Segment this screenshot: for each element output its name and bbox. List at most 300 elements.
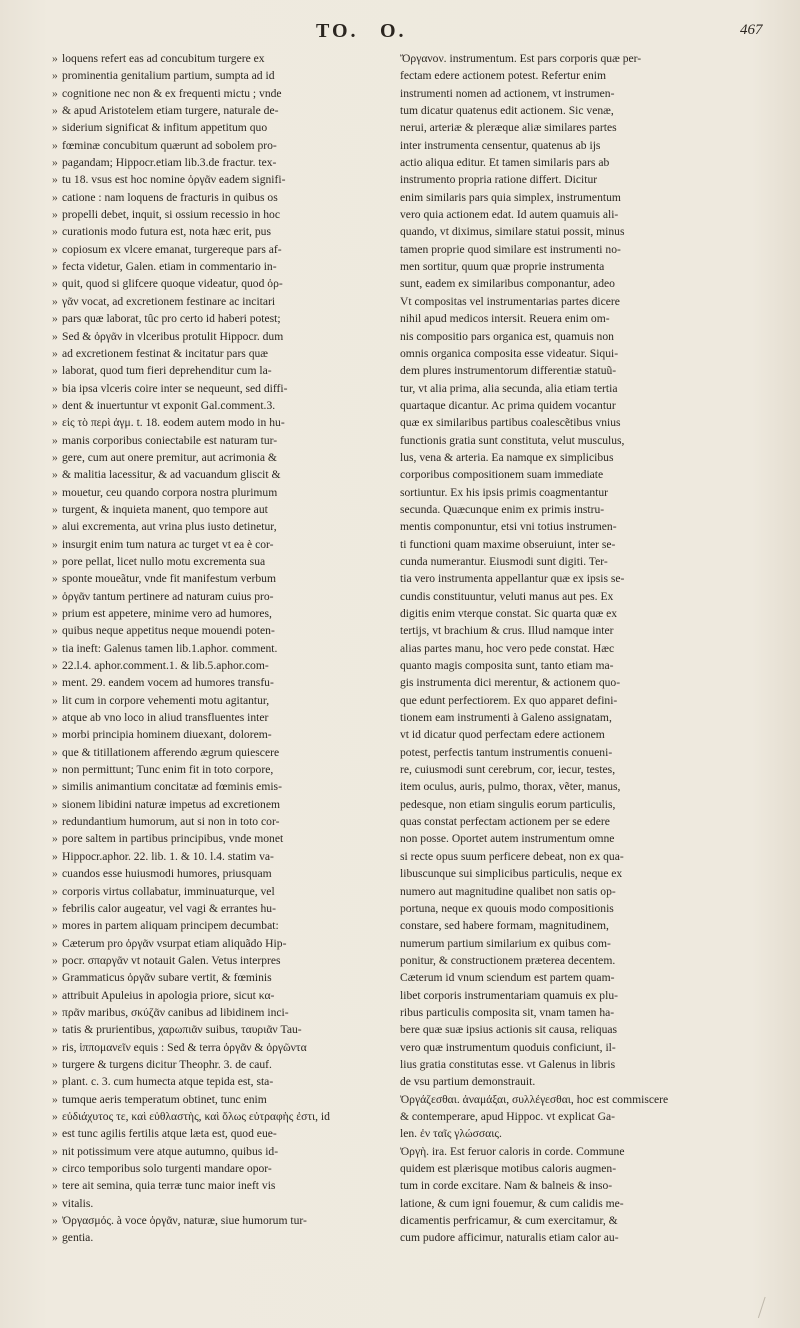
left-column-line xyxy=(52,414,390,431)
line-text: vt id dicatur quod perfectam edere actionem xyxy=(400,728,605,742)
quote-mark-icon: » xyxy=(52,208,58,222)
right-column-line xyxy=(400,223,770,240)
line-text: quando, vt diximus, similare statui possit, minus xyxy=(400,225,625,239)
quote-mark-icon: » xyxy=(52,294,58,308)
left-column-line xyxy=(52,987,390,1004)
line-text: tatis & prurientibus, χαρωπιᾶν suibus, ταυριᾶν Tau- xyxy=(62,1023,302,1037)
line-text: latione, & cum igni fouemur, & cum calidis me- xyxy=(400,1196,624,1210)
quote-mark-icon: » xyxy=(52,1040,58,1054)
line-text: πρᾶν maribus, σκύζᾶν canibus ad libidinem inci- xyxy=(62,1005,289,1019)
line-text: tum dicatur quatenus edit actionem. Sic venæ, xyxy=(400,104,614,118)
left-column-line xyxy=(52,588,390,605)
right-column-line xyxy=(400,171,770,188)
quote-mark-icon: » xyxy=(52,1179,58,1193)
right-column-line xyxy=(400,310,770,327)
line-text: plant. c. 3. cum humecta atque tepida est, sta- xyxy=(62,1075,274,1089)
right-column-line xyxy=(400,449,770,466)
right-column-line xyxy=(400,258,770,275)
line-text: nis compositio pars organica est, quamuis non xyxy=(400,329,614,343)
line-text: si recte opus suum perficere debeat, non ex qua- xyxy=(400,849,624,863)
quote-mark-icon: » xyxy=(52,520,58,534)
right-column-line xyxy=(400,935,770,952)
running-head-left: TO. xyxy=(316,20,359,42)
line-text: functionis gratia sunt constituta, velut musculus, xyxy=(400,433,625,447)
left-column-line xyxy=(52,813,390,830)
left-column-line xyxy=(52,1143,390,1160)
line-text: ti functioni quam maxime obseruiunt, inter se- xyxy=(400,537,616,551)
left-column-line xyxy=(52,102,390,119)
left-column-line xyxy=(52,501,390,518)
line-text: vitalis. xyxy=(62,1196,94,1210)
left-column-line xyxy=(52,258,390,275)
quote-mark-icon: » xyxy=(52,1075,58,1089)
left-column-line xyxy=(52,622,390,639)
line-text: Cæterum id vnum sciendum est partem quam- xyxy=(400,971,615,985)
line-text: propelli debet, inquit, si ossium recessio in hoc xyxy=(62,208,280,222)
right-column-line xyxy=(400,605,770,622)
left-column-line xyxy=(52,1125,390,1142)
line-text: libet corporis instrumentariam quamuis ex plu- xyxy=(400,988,618,1002)
right-column-line xyxy=(400,397,770,414)
right-column-line xyxy=(400,1160,770,1177)
right-column-line xyxy=(400,917,770,934)
quote-mark-icon: » xyxy=(52,676,58,690)
right-column-line xyxy=(400,432,770,449)
quote-mark-icon: » xyxy=(52,745,58,759)
line-text: libuscunque sui simplicibus particulis, neque ex xyxy=(400,867,623,881)
right-column-line xyxy=(400,501,770,518)
line-text: gis instrumenta dici merentur, & actionem quo- xyxy=(400,676,621,690)
quote-mark-icon: » xyxy=(52,901,58,915)
line-text: tere ait semina, quia terræ tunc maior ineft vis xyxy=(62,1179,276,1193)
right-column-line xyxy=(400,206,770,223)
quote-mark-icon: » xyxy=(52,52,58,65)
line-text: alias partes manu, hoc vero pede constat. Hæc xyxy=(400,641,615,655)
line-text: εἰς τὸ περὶ ἀγμ. t. 18. eodem autem modo in hu- xyxy=(62,416,285,430)
left-column-line xyxy=(52,137,390,154)
line-text: enim similaris pars quia simplex, instrumentum xyxy=(400,190,621,204)
line-text: quibus neque appetitus neque mouendi poten- xyxy=(62,624,275,638)
quote-mark-icon: » xyxy=(52,953,58,967)
left-column-line xyxy=(52,848,390,865)
line-text: turgent, & inquieta manent, quo tempore aut xyxy=(62,502,268,516)
line-text: pedesque, non etiam singulis eorum particulis, xyxy=(400,797,616,811)
left-column-line xyxy=(52,1195,390,1212)
line-text: numero aut magnitudine qualibet non satis op- xyxy=(400,884,616,898)
line-text: pocr. σπαργᾶν vt notauit Galen. Vetus interpres xyxy=(62,953,281,967)
quote-mark-icon: » xyxy=(52,763,58,777)
quote-mark-icon: » xyxy=(52,1127,58,1141)
line-text: insurgit enim tum natura ac turget vt ea è cor- xyxy=(62,537,274,551)
left-column-line xyxy=(52,1229,390,1246)
line-text: similis animantium concitatæ ad fœminis emis- xyxy=(62,780,282,794)
line-text: bere quæ suæ ipsius actionis sit causa, reliquas xyxy=(400,1023,618,1037)
left-column-line xyxy=(52,935,390,952)
quote-mark-icon: » xyxy=(52,346,58,360)
line-text: corporibus compositionem suam immediate xyxy=(400,468,604,482)
line-text: quæ ex similaribus partibus coalescẽtibus vnius xyxy=(400,416,621,430)
left-column-line xyxy=(52,605,390,622)
line-text: actio aliqua editur. Et tamen similaris pars ab xyxy=(400,156,610,170)
line-text: ment. 29. eandem vocem ad humores transfu- xyxy=(62,676,274,690)
line-text: instrumenti nomen ad actionem, vt instrumen- xyxy=(400,86,615,100)
line-text: gentia. xyxy=(62,1231,94,1245)
left-column-line xyxy=(52,1073,390,1090)
line-text: tum in corde excitare. Nam & balneis & inso- xyxy=(400,1179,613,1193)
right-column-line xyxy=(400,1021,770,1038)
line-text: pagandam; Hippocr.etiam lib.3.de fractur. tex- xyxy=(62,156,277,170)
line-text: γᾶν vocat, ad excretionem festinare ac incitari xyxy=(62,294,276,308)
left-column-line xyxy=(52,397,390,414)
right-column-line xyxy=(400,987,770,1004)
line-text: re, cuiusmodi sunt cerebrum, cor, iecur, testes, xyxy=(400,763,616,777)
right-column-line xyxy=(400,952,770,969)
line-text: fectam edere actionem potest. Refertur enim xyxy=(400,69,607,83)
right-column-line xyxy=(400,380,770,397)
right-column-line xyxy=(400,536,770,553)
line-text: mouetur, ceu quando corpora nostra plurimum xyxy=(62,485,278,499)
line-text: corporis virtus collabatur, imminuaturque, vel xyxy=(62,884,275,898)
quote-mark-icon: » xyxy=(52,433,58,447)
quote-mark-icon: » xyxy=(52,277,58,291)
right-column-line xyxy=(400,293,770,310)
left-column-line xyxy=(52,709,390,726)
left-column-line xyxy=(52,1108,390,1125)
line-text: ad excretionem festinat & incitatur pars quæ xyxy=(62,346,269,360)
left-column-line xyxy=(52,917,390,934)
quote-mark-icon: » xyxy=(52,1109,58,1123)
line-text: sunt, eadem ex similaribus componantur, adeo xyxy=(400,277,615,291)
quote-mark-icon: » xyxy=(52,780,58,794)
line-text: item oculus, auris, pulmo, thorax, vẽter, manus, xyxy=(400,780,621,794)
line-text: cundis constituuntur, veluti manus aut pes. Ex xyxy=(400,589,614,603)
line-text: Ὄργανον. instrumentum. Est pars corporis quæ per- xyxy=(400,52,642,65)
right-column-line xyxy=(400,709,770,726)
line-text: dem plures instrumentorum differentiæ statuũ- xyxy=(400,364,617,378)
right-column-line xyxy=(400,1004,770,1021)
quote-mark-icon: » xyxy=(52,1023,58,1037)
line-text: tur, vt alia prima, alia secunda, alia etiam tertia xyxy=(400,381,618,395)
left-column-line xyxy=(52,1039,390,1056)
right-column-line xyxy=(400,726,770,743)
line-text: fœminæ concubitum quærunt ad sobolem pro- xyxy=(62,138,277,152)
line-text: Ὀργὴ. ira. Est feruor caloris in corde. Commune xyxy=(400,1144,625,1158)
line-text: est tunc agilis fertilis atque læta est, quod eue- xyxy=(62,1127,277,1141)
line-text: turgere & turgens dicitur Theophr. 3. de cauf. xyxy=(62,1057,272,1071)
line-text: nerui, arteriæ & pleræque aliæ similares partes xyxy=(400,121,617,135)
right-column xyxy=(400,50,770,1247)
left-column-line xyxy=(52,553,390,570)
line-text: vero quia actionem edat. Id autem quamuis ali- xyxy=(400,208,619,222)
line-text: cognitione nec non & ex frequenti mictu ; vnde xyxy=(62,86,282,100)
right-column-line xyxy=(400,865,770,882)
line-text: omnis organica composita esse videatur. Siqui- xyxy=(400,346,619,360)
left-column-line xyxy=(52,952,390,969)
line-text: ris, ἱππομανεῖν equis : Sed & terra ὀργᾶν & ὀργῶντα xyxy=(62,1040,307,1054)
right-column-line xyxy=(400,813,770,830)
line-text: que edunt perfectiorem. Ex quo apparet defini- xyxy=(400,693,618,707)
left-column-line xyxy=(52,796,390,813)
line-text: digitis enim vterque constat. Sic quarta quæ ex xyxy=(400,607,618,620)
quote-mark-icon: » xyxy=(52,312,58,326)
line-text: 22.l.4. aphor.comment.1. & lib.5.aphor.com- xyxy=(62,659,269,673)
left-column-line xyxy=(52,1021,390,1038)
line-text: constare, sed habere formam, magnitudinem, xyxy=(400,919,609,933)
quote-mark-icon: » xyxy=(52,572,58,586)
left-column-line xyxy=(52,570,390,587)
right-column-line xyxy=(400,275,770,292)
quote-mark-icon: » xyxy=(52,832,58,846)
quote-mark-icon: » xyxy=(52,867,58,881)
quote-mark-icon: » xyxy=(52,138,58,152)
right-column-line xyxy=(400,328,770,345)
quote-mark-icon: » xyxy=(52,607,58,620)
quote-mark-icon: » xyxy=(52,104,58,118)
quote-mark-icon: » xyxy=(52,485,58,499)
line-text: tionem eam instrumenti à Galeno assignatam, xyxy=(400,711,612,725)
right-column-line xyxy=(400,570,770,587)
quote-mark-icon: » xyxy=(52,815,58,829)
left-column-line xyxy=(52,692,390,709)
right-column-line xyxy=(400,67,770,84)
right-column-line xyxy=(400,1212,770,1229)
left-column-line xyxy=(52,1091,390,1108)
line-text: portuna, neque ex quouis modo compositionis xyxy=(400,901,614,915)
left-column-line xyxy=(52,275,390,292)
line-text: manis corporibus coniectabile est naturam tur- xyxy=(62,433,278,447)
line-text: pars quæ laborat, tûc pro certo id haberi potest; xyxy=(62,312,281,326)
right-column-line xyxy=(400,640,770,657)
line-text: instrumento propria ratione differt. Dicitur xyxy=(400,173,598,187)
left-column-line xyxy=(52,328,390,345)
quote-mark-icon: » xyxy=(52,468,58,482)
line-text: tamen proprie quod similare est instrumenti no- xyxy=(400,242,621,256)
quote-mark-icon: » xyxy=(52,624,58,638)
left-column-line xyxy=(52,640,390,657)
quote-mark-icon: » xyxy=(52,936,58,950)
line-text: inter instrumenta censentur, quatenus ab ijs xyxy=(400,138,601,152)
line-text: cum pudore afficimur, naturalis etiam calor au- xyxy=(400,1231,619,1245)
right-column-line xyxy=(400,1073,770,1090)
right-column-line xyxy=(400,50,770,67)
quote-mark-icon: » xyxy=(52,173,58,187)
line-text: vero quæ instrumentum quoduis conficiunt, il- xyxy=(400,1040,616,1054)
right-column-line xyxy=(400,622,770,639)
left-column-line xyxy=(52,484,390,501)
quote-mark-icon: » xyxy=(52,1144,58,1158)
quote-mark-icon: » xyxy=(52,589,58,603)
line-text: sionem libidini naturæ impetus ad excretionem xyxy=(62,797,280,811)
left-column-line xyxy=(52,657,390,674)
line-text: Sed & ὀργᾶν in vlceribus protulit Hippocr. dum xyxy=(62,329,284,343)
line-text: cunda numerantur. Eiusmodi sunt digiti. Ter- xyxy=(400,554,608,568)
line-text: ponitur, & constructionem præterea decentem. xyxy=(400,953,616,967)
line-text: ribus particulis composita sit, vnam tamen ha- xyxy=(400,1005,615,1019)
right-column-line xyxy=(400,553,770,570)
left-column-line xyxy=(52,830,390,847)
quote-mark-icon: » xyxy=(52,1005,58,1019)
line-text: len. ἐν ταῖς γλώσσαις. xyxy=(400,1127,502,1141)
left-column-line xyxy=(52,223,390,240)
line-text: attribuit Apuleius in apologia priore, sicut κα- xyxy=(62,988,275,1002)
line-text: quartaque dicantur. Ac prima quidem vocantur xyxy=(400,398,616,412)
line-text: lit cum in corpore vehementi motu agitantur, xyxy=(62,693,270,707)
line-text: men sortitur, quum quæ proprie instrumenta xyxy=(400,260,605,274)
quote-mark-icon: » xyxy=(52,693,58,707)
quote-mark-icon: » xyxy=(52,797,58,811)
right-column-line xyxy=(400,137,770,154)
left-column-line xyxy=(52,726,390,743)
right-column-line xyxy=(400,119,770,136)
line-text: lius gratia constitutas esse. vt Galenus in libris xyxy=(400,1057,616,1071)
line-text: & contemperare, apud Hippoc. vt explicat Ga- xyxy=(400,1109,616,1123)
line-text: alui excrementa, aut vrina plus iusto detinetur, xyxy=(62,520,277,534)
quote-mark-icon: » xyxy=(52,416,58,430)
line-text: Grammaticus ὀργᾶν subare vertit, & fœminis xyxy=(62,971,272,985)
line-text: mores in partem aliquam principem decumbat: xyxy=(62,919,279,933)
left-column-line xyxy=(52,310,390,327)
right-column-line xyxy=(400,241,770,258)
quote-mark-icon: » xyxy=(52,1231,58,1245)
line-text: catione : nam loquens de fracturis in quibus os xyxy=(62,190,278,204)
quote-mark-icon: » xyxy=(52,971,58,985)
line-text: Ὀργάζεσθαι. ἀναμάξαι, συλλέγεσθαι, hoc est commiscere xyxy=(400,1092,669,1106)
right-column-line xyxy=(400,1229,770,1246)
right-column-line xyxy=(400,518,770,535)
line-text: prominentia genitalium partium, sumpta ad id xyxy=(62,69,275,83)
line-text: morbi principia hominem diuexant, dolorem- xyxy=(62,728,272,742)
left-column-line xyxy=(52,432,390,449)
quote-mark-icon: » xyxy=(52,1162,58,1175)
left-column-line xyxy=(52,189,390,206)
line-text: tertijs, vt brachium & crus. Illud namque inter xyxy=(400,624,614,638)
right-column-line xyxy=(400,900,770,917)
left-column-line xyxy=(52,119,390,136)
left-column-line xyxy=(52,883,390,900)
line-text: pore saltem in partibus principibus, vnde monet xyxy=(62,832,284,846)
left-column-line xyxy=(52,761,390,778)
line-text: ὀργᾶν tantum pertinere ad naturam cuius pro- xyxy=(62,589,274,603)
line-text: secunda. Quæcunque enim ex primis instru- xyxy=(400,502,605,516)
left-column-line xyxy=(52,900,390,917)
line-text: & apud Aristotelem etiam turgere, naturale de- xyxy=(62,104,279,118)
right-column-line xyxy=(400,1195,770,1212)
line-text: lus, vena & arteria. Ea namque ex simplicibus xyxy=(400,450,614,464)
line-text: febrilis calor augeatur, vel vagi & errantes hu- xyxy=(62,901,276,915)
line-text: de vsu partium demonstrauit. xyxy=(400,1075,536,1089)
right-column-line xyxy=(400,692,770,709)
left-column xyxy=(52,50,390,1247)
quote-mark-icon: » xyxy=(52,711,58,725)
right-column-line xyxy=(400,674,770,691)
running-head-right: O. xyxy=(380,20,407,42)
right-column-line xyxy=(400,154,770,171)
right-column-line xyxy=(400,362,770,379)
line-text: sortiuntur. Ex his ipsis primis coagmentantur xyxy=(400,485,609,499)
right-column-line xyxy=(400,1091,770,1108)
left-column-line xyxy=(52,345,390,362)
line-text: fecta videtur, Galen. etiam in commentario in- xyxy=(62,260,277,274)
quote-mark-icon: » xyxy=(52,502,58,516)
right-column-line xyxy=(400,830,770,847)
line-text: pore pellat, licet nullo motu excrementa sua xyxy=(62,554,266,568)
right-column-line xyxy=(400,1177,770,1194)
line-text: curationis modo futura est, nota hæc erit, pus xyxy=(62,225,271,239)
right-column-line xyxy=(400,848,770,865)
right-column-line xyxy=(400,1108,770,1125)
line-text: tia vero instrumenta appellantur quæ ex ipsis se- xyxy=(400,572,625,586)
line-text: quas constat perfectam actionem per se edere xyxy=(400,815,610,829)
line-text: siderium significat & infitum appetitum quo xyxy=(62,121,268,135)
page-number: 467 xyxy=(740,22,763,38)
quote-mark-icon: » xyxy=(52,728,58,742)
right-column-line xyxy=(400,345,770,362)
quote-mark-icon: » xyxy=(52,450,58,464)
left-column-line xyxy=(52,449,390,466)
quote-mark-icon: » xyxy=(52,260,58,274)
right-column-line xyxy=(400,85,770,102)
line-text: que & titillationem afferendo ægrum quiescere xyxy=(62,745,280,759)
left-column-line xyxy=(52,1004,390,1021)
line-text: mentis componuntur, etsi vni totius instrumen- xyxy=(400,520,617,534)
left-column-line xyxy=(52,865,390,882)
quote-mark-icon: » xyxy=(52,919,58,933)
line-text: redundantium humorum, aut si non in toto cor- xyxy=(62,815,280,829)
line-text: potest, perfectis tantum instrumentis conueni- xyxy=(400,745,613,759)
line-text: Hippocr.aphor. 22. lib. 1. & 10. l.4. statim va- xyxy=(62,849,274,863)
line-text: non permittunt; Tunc enim fit in toto corpore, xyxy=(62,763,274,777)
quote-mark-icon: » xyxy=(52,554,58,568)
left-column-line xyxy=(52,1056,390,1073)
quote-mark-icon: » xyxy=(52,988,58,1002)
quote-mark-icon: » xyxy=(52,1057,58,1071)
line-text: Cæterum pro ὀργᾶν vsurpat etiam aliquãdo Hip- xyxy=(62,936,287,950)
right-column-line xyxy=(400,657,770,674)
quote-mark-icon: » xyxy=(52,190,58,204)
left-column-line xyxy=(52,969,390,986)
line-text: dent & inuertuntur vt exponit Gal.comment.3. xyxy=(62,398,276,412)
right-column-line xyxy=(400,778,770,795)
quote-mark-icon: » xyxy=(52,537,58,551)
right-column-line xyxy=(400,744,770,761)
left-column-line xyxy=(52,536,390,553)
left-column-line xyxy=(52,171,390,188)
right-column-line xyxy=(400,466,770,483)
right-column-line xyxy=(400,969,770,986)
right-column-line xyxy=(400,102,770,119)
left-column-line xyxy=(52,241,390,258)
line-text: tu 18. vsus est hoc nomine ὀργᾶν eadem signifi- xyxy=(62,173,286,187)
quote-mark-icon: » xyxy=(52,398,58,412)
line-text: numerum partium similarium ex quibus com- xyxy=(400,936,611,950)
quote-mark-icon: » xyxy=(52,884,58,898)
line-text: tumque aeris temperatum obtinet, tunc enim xyxy=(62,1092,267,1106)
line-text: loquens refert eas ad concubitum turgere ex xyxy=(62,52,265,65)
left-column-line xyxy=(52,1160,390,1177)
quote-mark-icon: » xyxy=(52,641,58,655)
line-text: atque ab vno loco in aliud transfluentes inter xyxy=(62,711,269,725)
line-text: sponte moueãtur, vnde fit manifestum verbum xyxy=(62,572,276,586)
quote-mark-icon: » xyxy=(52,156,58,170)
left-column-line xyxy=(52,206,390,223)
line-text: copiosum ex vlcere emanat, turgereque pars af- xyxy=(62,242,282,256)
quote-mark-icon: » xyxy=(52,86,58,100)
left-column-line xyxy=(52,744,390,761)
line-text: Vt compositas vel instrumentarias partes dicere xyxy=(400,294,620,308)
right-column-line xyxy=(400,883,770,900)
right-column-line xyxy=(400,189,770,206)
left-column-line xyxy=(52,85,390,102)
